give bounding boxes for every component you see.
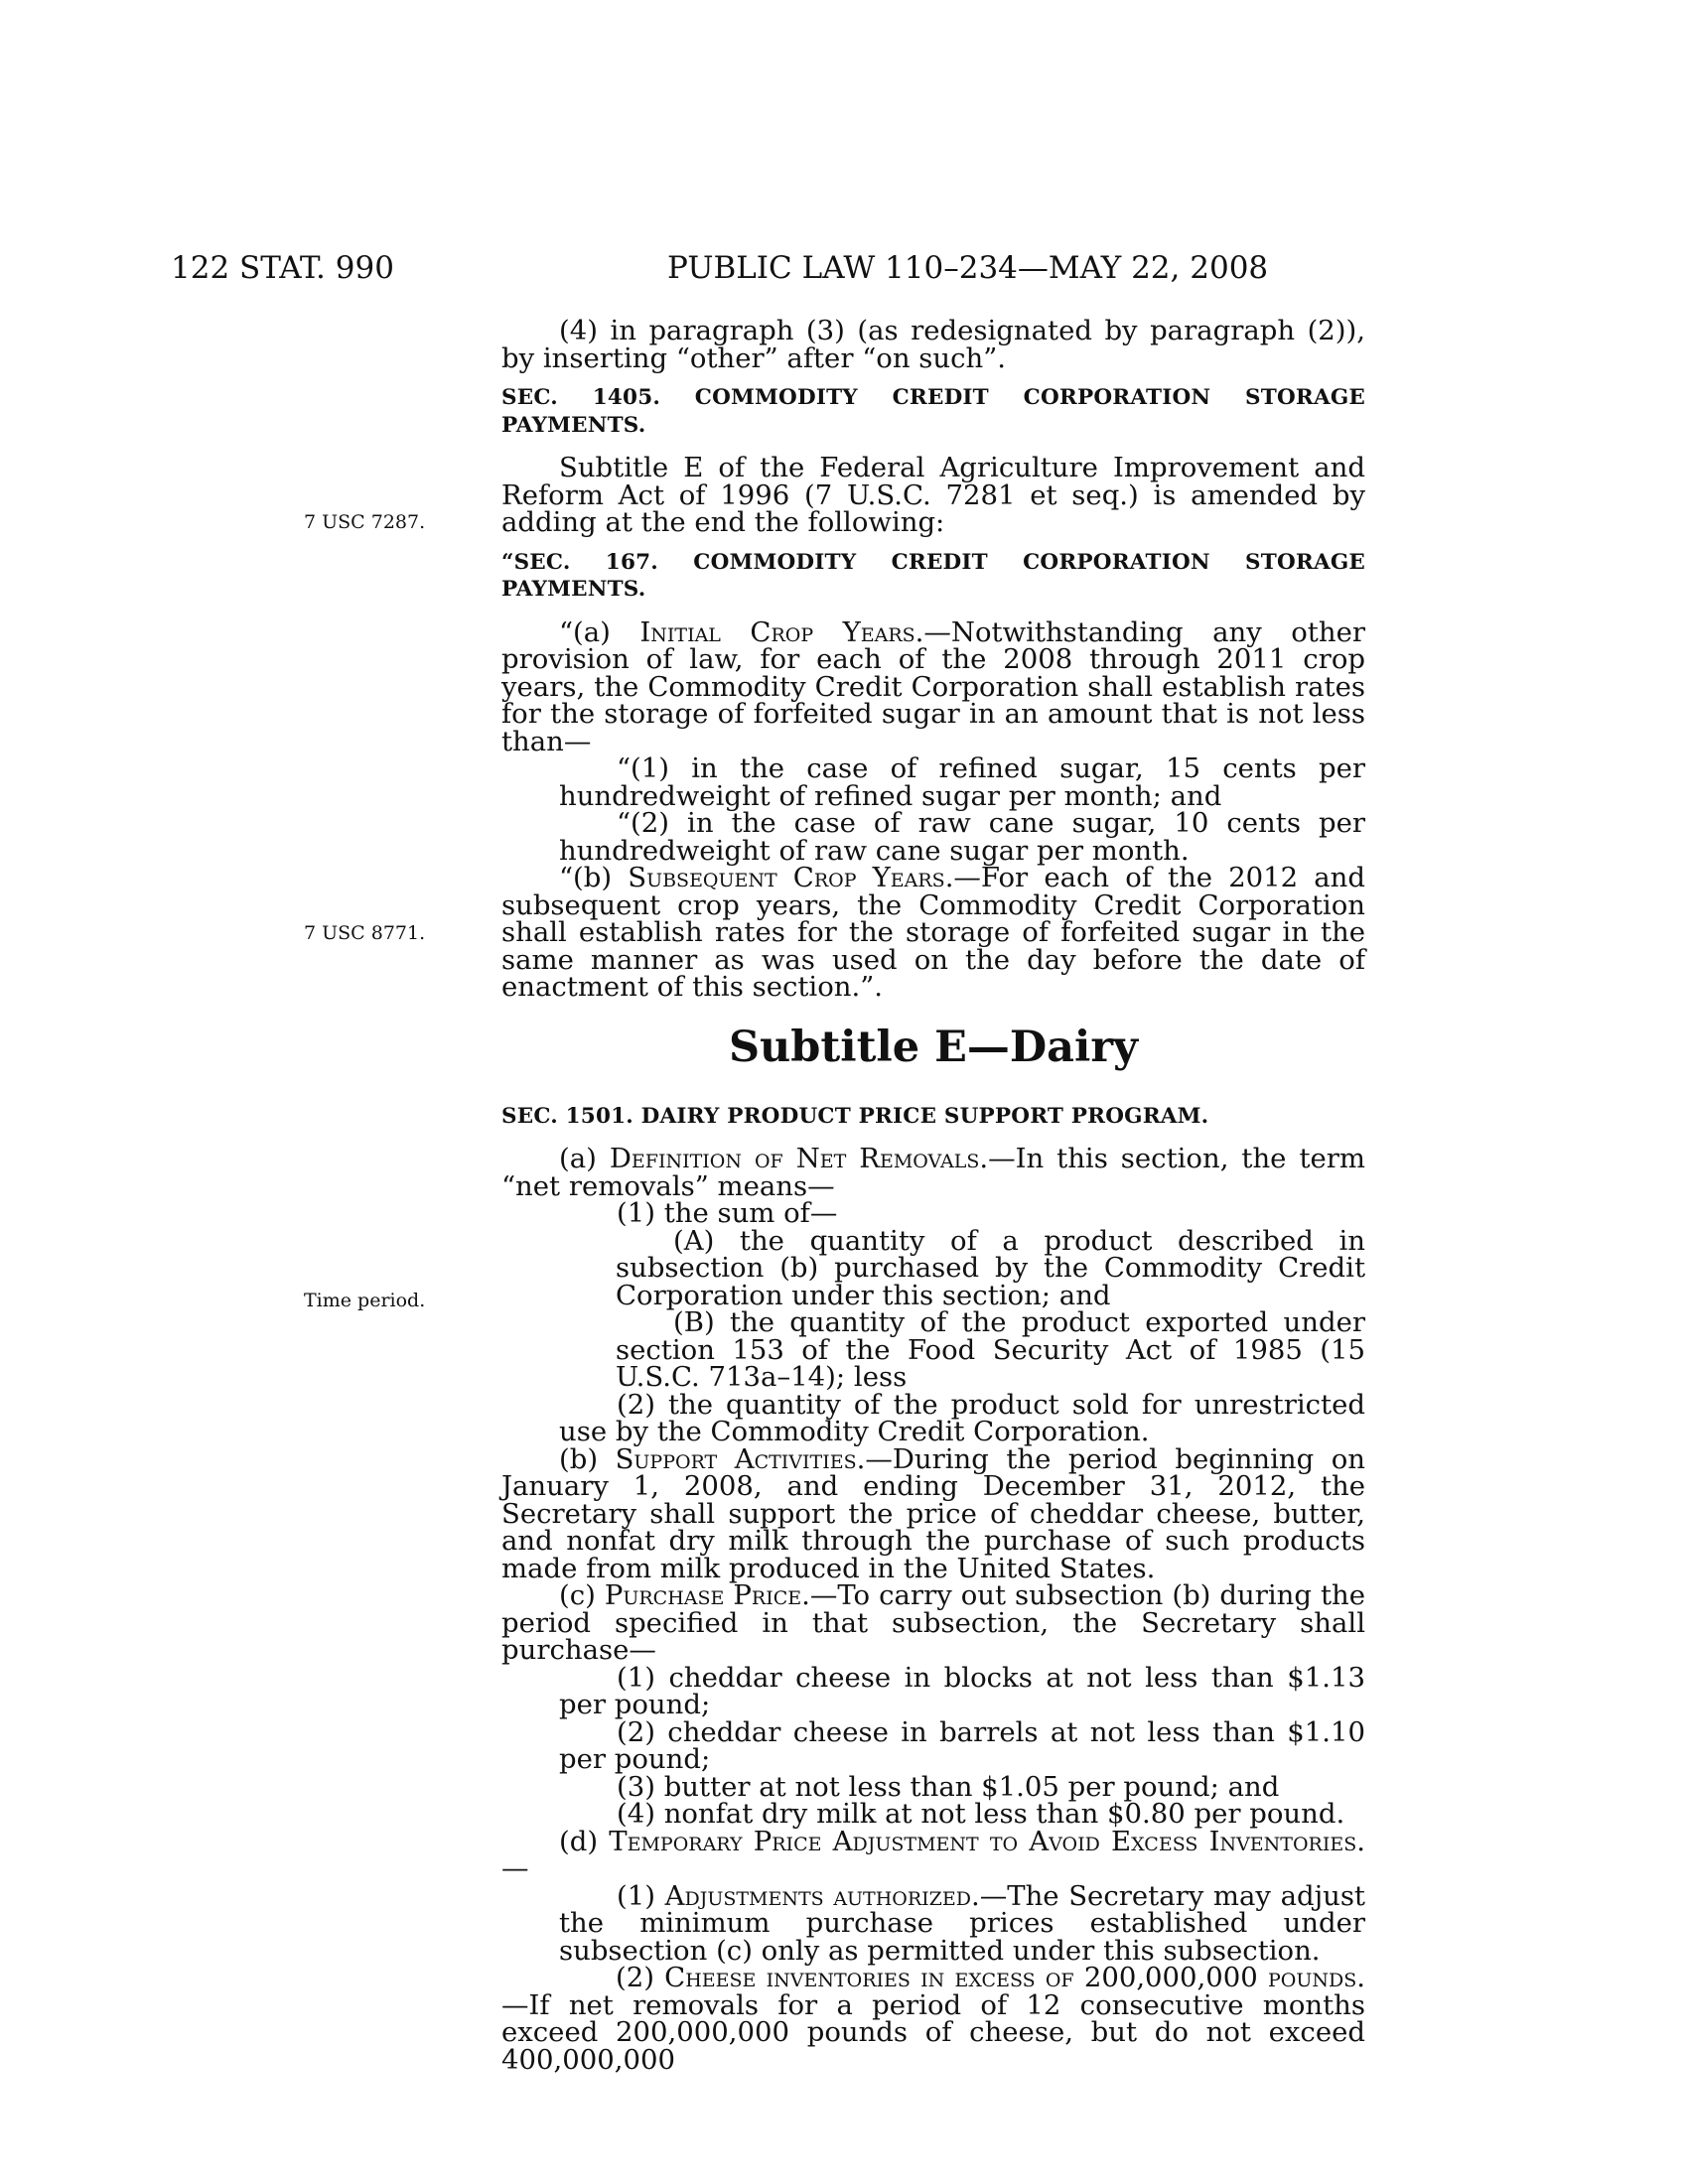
paragraph-text: .— [501, 1825, 1365, 1884]
paragraph [501, 752, 1365, 812]
paragraph-text: .—In this section, the term “net removals” means— [501, 1143, 1365, 1202]
paragraph [501, 1661, 1365, 1720]
paragraph-label: (2) [616, 1962, 665, 1993]
paragraph-label: “(a) [559, 615, 640, 648]
paragraph-heading: Purchase Price [604, 1579, 802, 1611]
paragraph [501, 615, 1365, 757]
paragraph-text: SEC. 1501. DAIRY PRODUCT PRICE SUPPORT PROGRAM. [501, 1103, 1209, 1129]
paragraph [501, 1388, 1365, 1447]
paragraph-text: “SEC. 167. COMMODITY CREDIT CORPORATION STORAGE PAYMENTS. [501, 549, 1365, 602]
paragraph-text: (1) the sum of— [617, 1197, 838, 1229]
paragraph-text: (A) the quantity of a product described in subsection (b) purchased by the Commodity Credit Corporation under this section; and [616, 1224, 1365, 1311]
paragraph-text: (B) the quantity of the product exported under section 153 of the Food Security Act of 1985 (15 U.S.C. 713a–14); less [616, 1306, 1365, 1393]
paragraph-heading: Definition of Net Removals [609, 1143, 980, 1174]
paragraph-text: Subtitle E of the Federal Agriculture Improvement and Reform Act of 1996 (7 U.S.C. 7281 et seq.) is amended by adding at the end the following: [501, 452, 1365, 538]
paragraph-text: (1) cheddar cheese in blocks at not less than $1.13 per pound; [559, 1661, 1365, 1720]
paragraph-label: (d) [559, 1825, 610, 1857]
page-stat-citation: 122 STAT. 990 [171, 250, 394, 286]
section-heading [501, 549, 1365, 604]
paragraph [501, 862, 1365, 1003]
paragraph-text: .—If net removals for a period of 12 consecutive months exceed 200,000,000 pounds of cheese, but do not exceed 400,000,000 [501, 1962, 1365, 2076]
paragraph-text: (2) cheddar cheese in barrels at not less than $1.10 per pound; [559, 1715, 1365, 1775]
section-heading [501, 1103, 1365, 1131]
margin-note-usc-7287: 7 USC 7287. [304, 511, 426, 533]
paragraph-text: SEC. 1405. COMMODITY CREDIT CORPORATION STORAGE PAYMENTS. [501, 385, 1365, 438]
paragraph [501, 1715, 1365, 1775]
paragraph-heading: Support Activities [615, 1442, 857, 1475]
paragraph-text: (4) in paragraph (3) (as redesignated by paragraph (2)), by inserting “other” after “on such”. [501, 315, 1365, 374]
paragraph [501, 1306, 1365, 1393]
paragraph-heading: Adjustments authorized [664, 1879, 971, 1912]
subtitle-heading [501, 1022, 1365, 1072]
margin-note-usc-8771: 7 USC 8771. [304, 922, 426, 944]
paragraph-text: Subtitle E—Dairy [728, 1022, 1138, 1072]
paragraph [501, 807, 1365, 867]
paragraph [501, 1197, 1365, 1229]
paragraph-heading: Cheese inventories in excess of 200,000,000 pounds [664, 1962, 1357, 1993]
paragraph-text: .—For each of the 2012 and subsequent crop years, the Commodity Credit Corporation shall establish rates for the storage of forfeited sugar in the same manner as was used on the day before the date of enactment of this section.”. [501, 862, 1365, 1003]
paragraph-heading: Subsequent Crop Years [628, 862, 945, 893]
paragraph-text: (2) the quantity of the product sold for unrestricted use by the Commodity Credit Corporation. [559, 1388, 1365, 1447]
paragraph-label: (b) [559, 1442, 616, 1475]
paragraph-heading: Temporary Price Adjustment to Avoid Excess Inventories [609, 1825, 1357, 1857]
paragraph-label: (c) [559, 1579, 605, 1611]
section-heading [501, 384, 1365, 439]
paragraph [501, 315, 1365, 374]
paragraph [501, 1798, 1365, 1830]
document-body [501, 315, 1365, 2076]
paragraph-text: (4) nonfat dry milk at not less than $0.80 per pound. [617, 1798, 1345, 1830]
paragraph-label: “(b) [559, 862, 629, 893]
paragraph-label: (a) [559, 1143, 610, 1174]
margin-note-time-period: Time period. [304, 1290, 426, 1311]
paragraph [501, 1224, 1365, 1311]
paragraph [501, 1143, 1365, 1202]
paragraph-heading: Initial Crop Years [639, 615, 915, 648]
paragraph [501, 1770, 1365, 1803]
paragraph-text: .—During the period beginning on January 1, 2008, and ending December 31, 2012, the Secretary shall support the price of cheddar cheese, butter, and nonfat dry milk through the purchase of such products made from milk produced in the United States. [501, 1442, 1365, 1584]
paragraph [501, 1962, 1365, 2076]
running-header: PUBLIC LAW 110–234—MAY 22, 2008 [667, 250, 1269, 286]
paragraph-text: “(2) in the case of raw cane sugar, 10 cents per hundredweight of raw cane sugar per month. [559, 807, 1365, 867]
paragraph [501, 1825, 1365, 1884]
paragraph [501, 1879, 1365, 1967]
paragraph [501, 1579, 1365, 1666]
paragraph-text: .—To carry out subsection (b) during the period specified in that subsection, the Secretary shall purchase— [501, 1579, 1365, 1666]
paragraph [501, 1442, 1365, 1584]
paragraph-text: .—Notwithstanding any other provision of law, for each of the 2008 through 2011 crop years, the Commodity Credit Corporation shall establish rates for the storage of forfeited sugar in an amount that is not less than— [501, 615, 1365, 757]
paragraph-text: (3) butter at not less than $1.05 per pound; and [617, 1770, 1280, 1803]
paragraph-text: .—The Secretary may adjust the minimum purchase prices established under subsection (c) only as permitted under this subsection. [559, 1879, 1365, 1967]
paragraph-label: (1) [617, 1879, 665, 1912]
paragraph [501, 452, 1365, 538]
paragraph-text: “(1) in the case of refined sugar, 15 cents per hundredweight of refined sugar per month; and [559, 752, 1365, 812]
